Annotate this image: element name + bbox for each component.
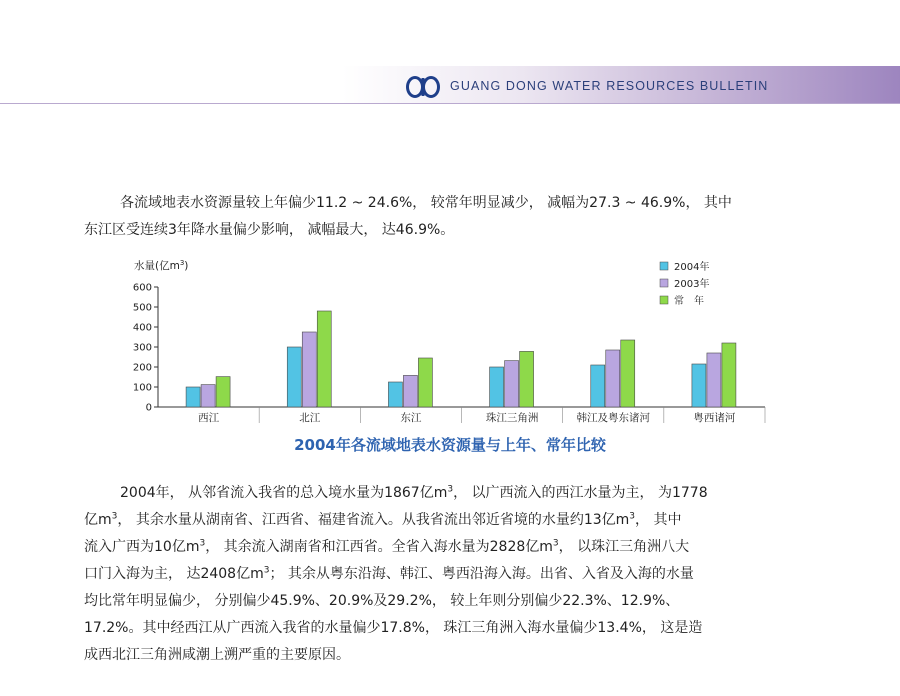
bar <box>520 351 534 407</box>
bar <box>186 387 200 407</box>
y-axis-label: 水量(亿$m^3$) <box>134 259 189 272</box>
y-tick-label: 100 <box>132 382 152 394</box>
legend-label: 2003年 <box>674 279 710 290</box>
y-tick-label: 500 <box>132 302 152 314</box>
bar <box>707 353 721 407</box>
y-tick-label: 300 <box>132 342 152 354</box>
bar <box>403 375 417 407</box>
legend-label: 2004年 <box>674 262 710 273</box>
bar <box>388 382 402 407</box>
bar <box>490 367 504 407</box>
x-tick-label: 韩江及粤东诸河 <box>576 412 650 424</box>
bar <box>505 361 519 407</box>
paragraph-1 <box>84 190 804 217</box>
bar <box>216 377 230 407</box>
paragraph-2-line-3: 流入广西为10亿$m^3$， 其余流入湖南省和江西省。全省入海水量为2828亿$m^3$， 以珠江三角洲八大 <box>84 538 690 555</box>
x-tick-label: 珠江三角洲 <box>485 412 539 424</box>
paragraph-2-line-7: 成西北江三角洲咸潮上溯严重的主要原因。 <box>84 647 350 663</box>
bar <box>606 350 620 407</box>
paragraph-2-line-2: 亿$m^3$， 其余水量从湖南省、江西省、福建省流入。从我省流出邻近省境的水量约13亿$m^3$， 其中 <box>84 511 682 528</box>
paragraph-1-line-1: 各流域地表水资源量较上年偏少11.2 ~ 24.6%， 较常年明显减少， 减幅为27.3 ~ 46.9%， 其中 <box>120 195 732 211</box>
bar <box>302 332 316 407</box>
chart-title: 2004年各流域地表水资源量与上年、常年比较 <box>294 436 606 454</box>
bulletin-title: GUANG DONG WATER RESOURCES BULLETIN <box>450 79 769 93</box>
legend-swatch <box>660 296 668 304</box>
x-tick-label: 粤西诸河 <box>693 412 736 424</box>
bar <box>591 365 605 407</box>
x-tick-label: 东江 <box>400 412 422 424</box>
paragraph-2-line-5: 均比常年明显偏少， 分别偏少45.9%、20.9%及29.2%， 较上年则分别偏少22.3%、12.9%、 <box>84 593 680 609</box>
bar-chart <box>120 252 780 462</box>
y-tick-label: 200 <box>132 362 152 374</box>
y-tick-label: 0 <box>145 402 152 414</box>
paragraph-1-cont <box>84 217 804 244</box>
bar <box>287 347 301 407</box>
bar <box>317 311 331 407</box>
x-tick-label: 西江 <box>198 412 220 424</box>
paragraph-1-line-2: 东江区受连续3年降水量偏少影响， 减幅最大， 达46.9%。 <box>84 222 455 238</box>
header-divider <box>0 103 900 104</box>
bar <box>201 385 215 407</box>
y-tick-label: 600 <box>132 282 152 294</box>
chart-svg <box>120 252 780 462</box>
bar <box>621 340 635 407</box>
bar <box>692 364 706 407</box>
water-bureau-logo-icon <box>406 76 440 98</box>
legend-label: 常 年 <box>674 296 704 307</box>
legend-swatch <box>660 262 668 270</box>
paragraph-2-line-1: 2004年， 从邻省流入我省的总入境水量为1867亿$m^3$， 以广西流入的西江水量为主， 为1778 <box>120 484 708 501</box>
y-tick-label: 400 <box>132 322 152 334</box>
paragraph-2-line-4: 口门入海为主， 达2408亿$m^3$； 其余从粤东沿海、韩江、粤西沿海入海。出省、入省及入海的水量 <box>84 565 694 582</box>
paragraph-2 <box>84 480 804 669</box>
paragraph-2-line-6: 17.2%。其中经西江从广西流入我省的水量偏少17.8%， 珠江三角洲入海水量偏少13.4%， 这是造 <box>84 620 703 636</box>
bar <box>418 358 432 407</box>
legend-swatch <box>660 279 668 287</box>
x-tick-label: 北江 <box>299 412 321 424</box>
bar <box>722 343 736 407</box>
